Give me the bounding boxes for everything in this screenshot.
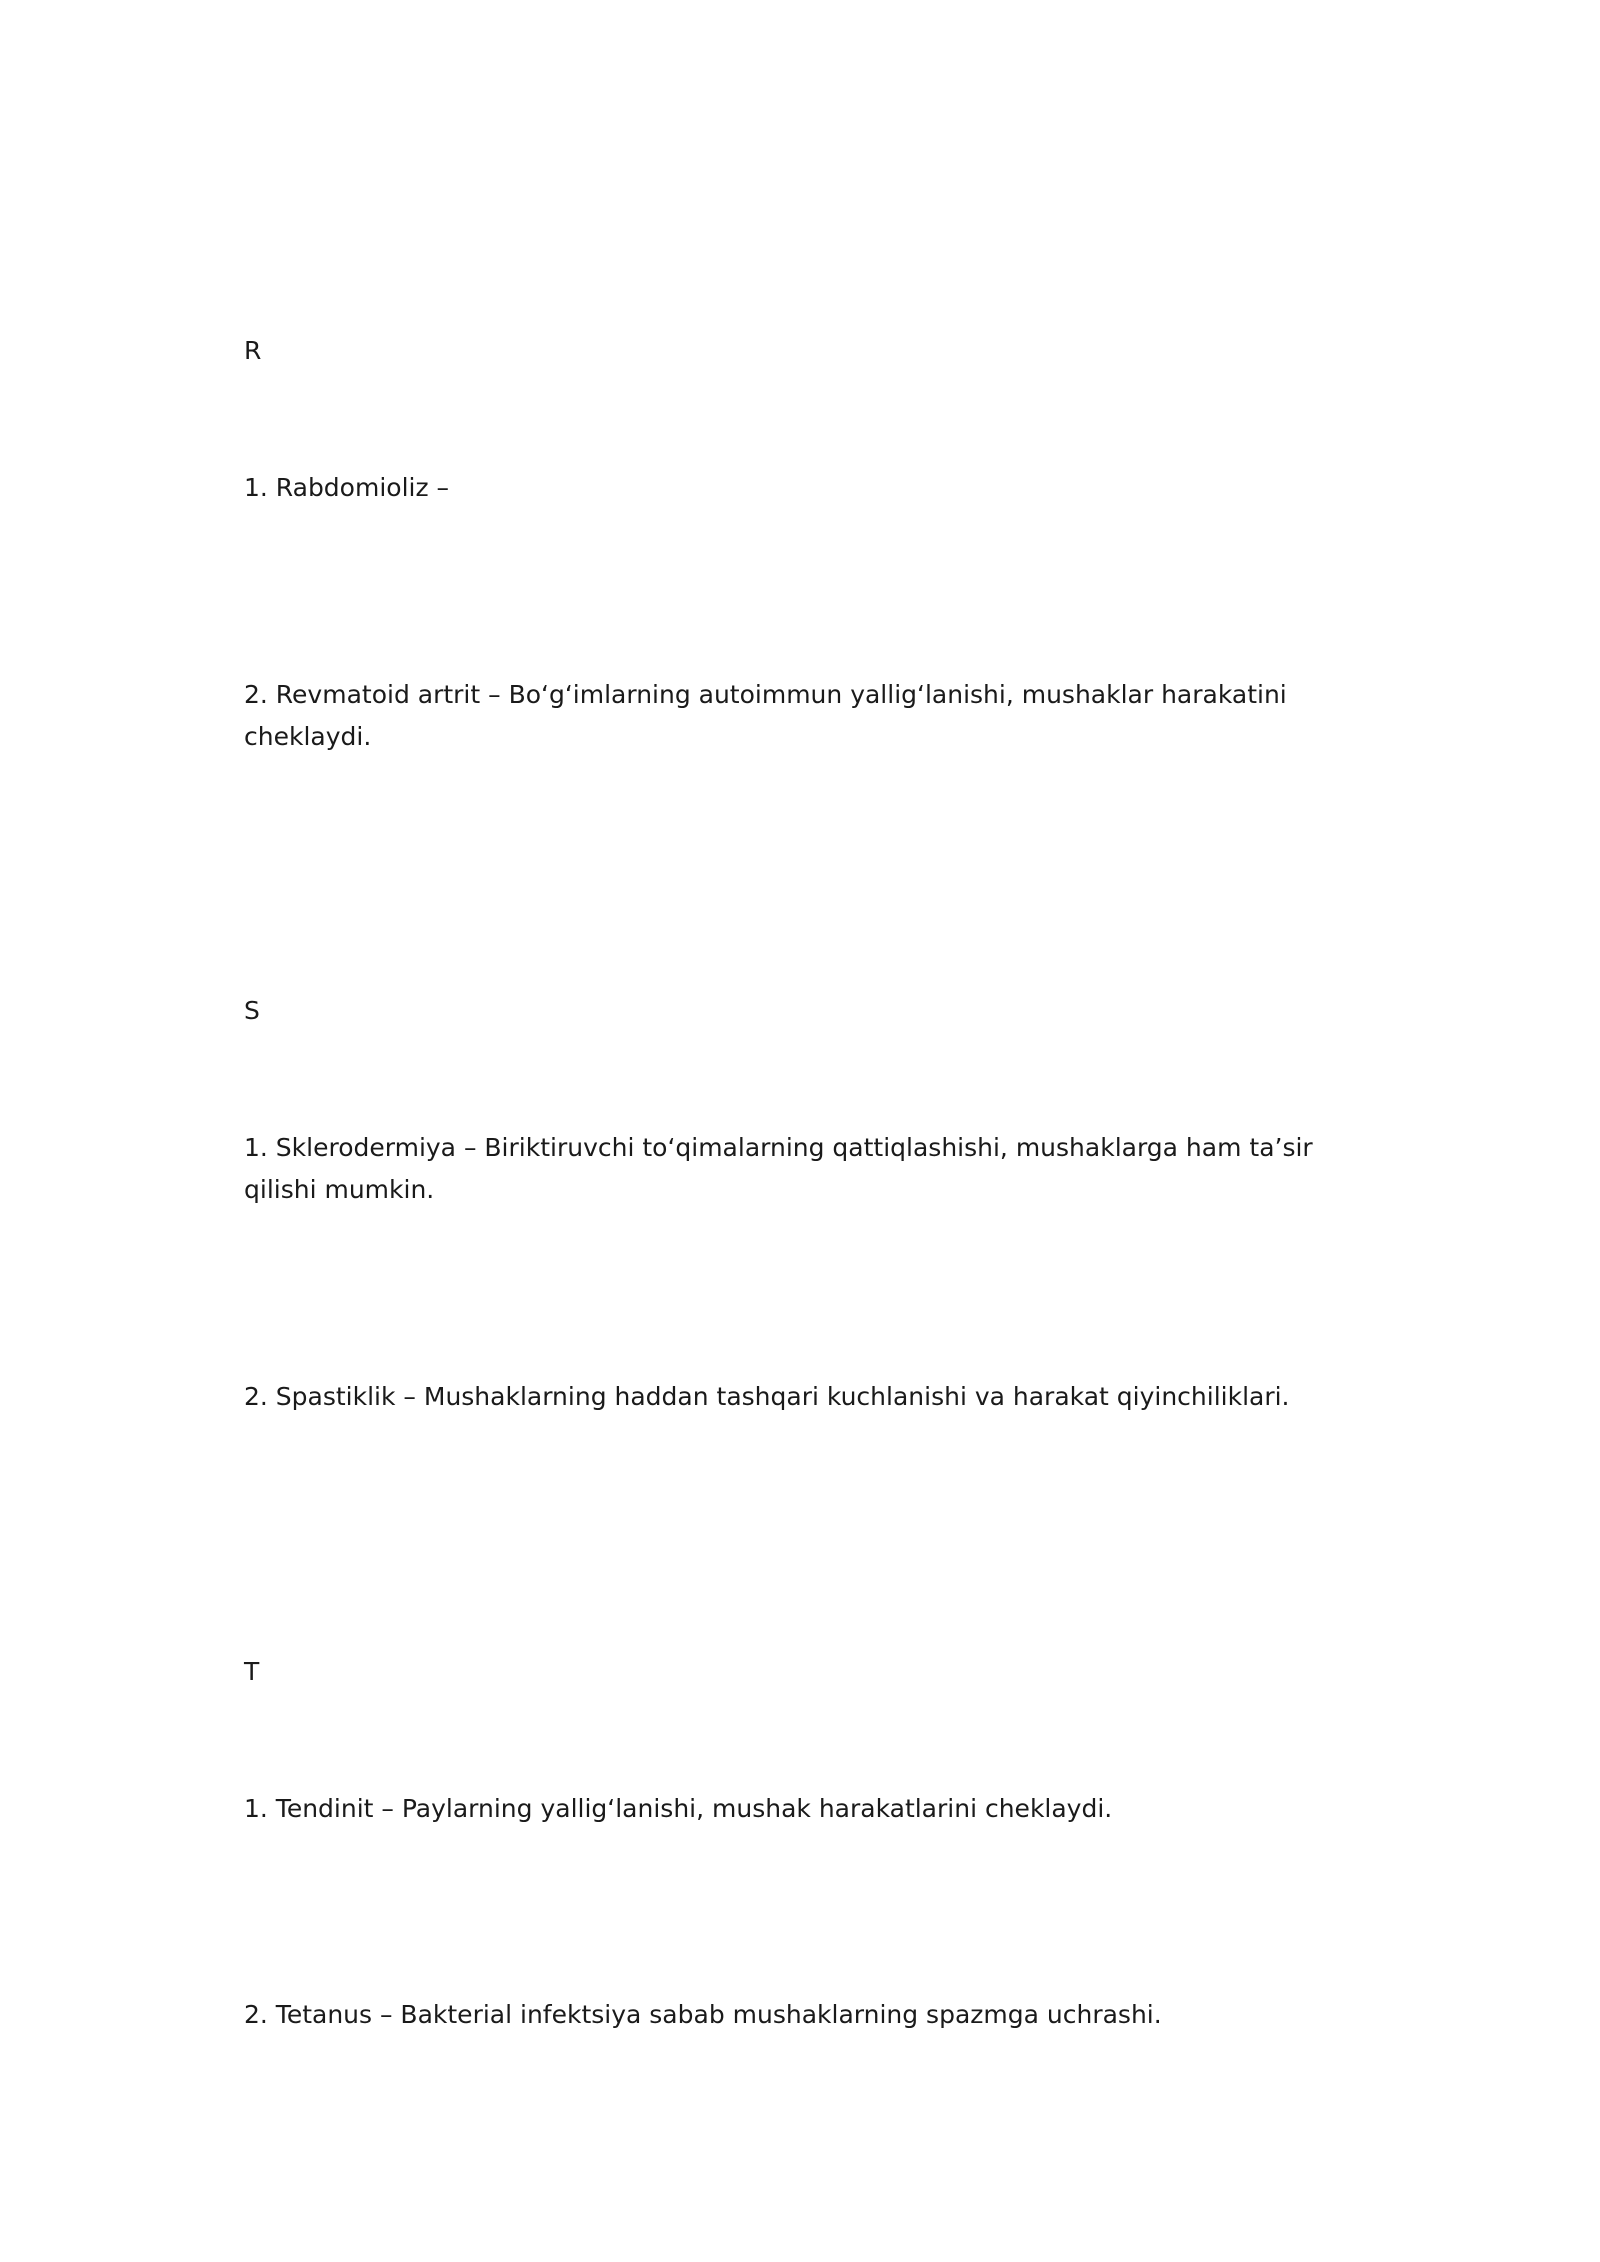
list-item: 2. Spastiklik – Mushaklarning haddan tashqari kuchlanishi va harakat qiyinchiliklari. bbox=[244, 1382, 1290, 1411]
list-item: 2. Tetanus – Bakterial infektsiya sabab mushaklarning spazmga uchrashi. bbox=[244, 2000, 1162, 2029]
list-item: 1. Rabdomioliz – bbox=[244, 473, 450, 502]
section-letter-s: S bbox=[244, 996, 260, 1025]
list-item: 2. Revmatoid artrit – Bo‘g‘imlarning autoimmun yallig‘lanishi, mushaklar harakatini cheklaydi. bbox=[244, 680, 1287, 751]
list-item: 1. Sklerodermiya – Biriktiruvchi to‘qimalarning qattiqlashishi, mushaklarga ham ta’sir qilishi mumkin. bbox=[244, 1133, 1313, 1204]
list-item: 1. Tendinit – Paylarning yallig‘lanishi, mushak harakatlarini cheklaydi. bbox=[244, 1794, 1113, 1823]
section-letter-t: T bbox=[244, 1657, 260, 1686]
section-letter-r: R bbox=[244, 336, 262, 365]
